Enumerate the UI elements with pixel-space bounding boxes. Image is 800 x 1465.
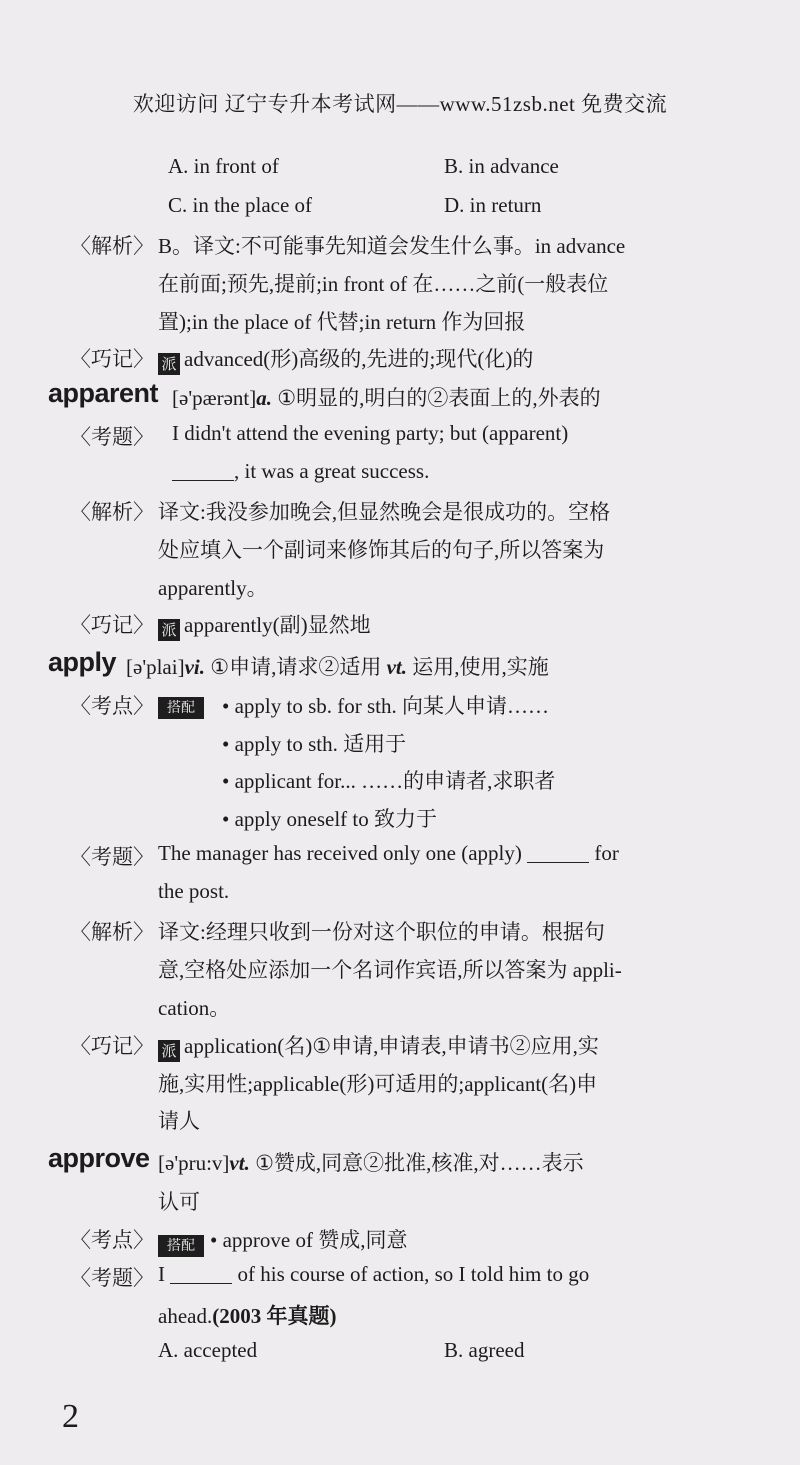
analysis-text: B。译文:不可能事先知道会发生什么事。in advance: [158, 234, 626, 258]
mnemonic-line: [158, 1030, 599, 1062]
exam-source: (2003 年真题): [212, 1304, 337, 1328]
collocation-item: • apply oneself to 致力于: [222, 807, 437, 831]
part-of-speech: vt.: [229, 1151, 250, 1175]
mnemonic-text: advanced(形)高级的,先进的;现代(化)的: [184, 347, 534, 371]
page-number: 2: [62, 1398, 79, 1435]
exam-question-text: [158, 1300, 336, 1330]
analysis-tag: 〈解析〉: [70, 234, 154, 258]
phonetic: [ə'pærənt]: [172, 386, 257, 410]
mnemonic-line: [158, 343, 533, 375]
option-d: D. in return: [444, 193, 542, 217]
option-a: A. in front of: [168, 154, 279, 178]
collocation-item: • approve of 赞成,同意: [210, 1228, 408, 1252]
exam-question-text: I didn't attend the evening party; but (apparent): [172, 421, 569, 445]
collocation-item: • apply to sth. 适用于: [222, 732, 407, 756]
mnemonic-text: application(名)①申请,申请表,申请书②应用,实: [184, 1034, 599, 1058]
mnemonic-text: apparently(副)显然地: [184, 613, 371, 637]
collocation-line: [158, 1224, 407, 1257]
answer-blank: [527, 844, 589, 863]
analysis-text: 译文:经理只收到一份对这个职位的申请。根据句: [158, 920, 605, 944]
exam-question-tag: 〈考题〉: [70, 845, 154, 869]
headword-apparent: apparent: [48, 378, 159, 408]
option-a: A. accepted: [158, 1338, 258, 1362]
collocation-icon: 搭配: [158, 1235, 204, 1257]
key-point-tag: 〈考点〉: [70, 1228, 154, 1252]
analysis-text: 意,空格处应添加一个名词作宾语,所以答案为 appli-: [158, 958, 622, 982]
part-of-speech: vi.: [184, 655, 205, 679]
mnemonic-text: 施,实用性;applicable(形)可适用的;applicant(名)申: [158, 1072, 598, 1096]
exam-question-start: The manager has received only one (apply): [158, 841, 522, 865]
headword-approve-definition: [158, 1147, 584, 1177]
option-b: B. in advance: [444, 154, 559, 178]
collocation-item: • apply to sb. for sth. 向某人申请……: [222, 694, 550, 718]
exam-question-text: [158, 841, 619, 866]
collocation-icon: 搭配: [158, 697, 204, 719]
exam-question-end: of his course of action, so I told him to go: [237, 1262, 590, 1286]
exam-question-end: for: [594, 841, 619, 865]
answer-blank: [172, 462, 234, 481]
page-header: 欢迎访问 辽宁专升本考试网——www.51zsb.net 免费交流: [132, 92, 668, 116]
headword-apparent-definition: [172, 382, 601, 412]
headword-approve: approve: [48, 1143, 150, 1173]
collocation-label: [158, 690, 210, 719]
analysis-tag: 〈解析〉: [70, 920, 154, 944]
definition: 认可: [158, 1190, 200, 1214]
exam-question-continuation: ahead.: [158, 1304, 213, 1328]
mnemonic-tag: 〈巧记〉: [70, 1034, 154, 1058]
derivation-icon: 派: [158, 619, 180, 641]
derivation-icon: 派: [158, 353, 180, 375]
analysis-text: 在前面;预先,提前;in front of 在……之前(一般表位: [158, 272, 609, 296]
exam-question-start: I: [158, 1262, 165, 1286]
mnemonic-tag: 〈巧记〉: [70, 347, 154, 371]
definition: ①明显的,明白的②表面上的,外表的: [277, 386, 601, 410]
part-of-speech: vt.: [386, 655, 407, 679]
analysis-tag: 〈解析〉: [70, 500, 154, 524]
answer-blank: [170, 1265, 232, 1284]
exam-question-text: the post.: [158, 879, 230, 903]
option-b: B. agreed: [444, 1338, 525, 1362]
definition: 运用,使用,实施: [412, 655, 549, 679]
headword-apply: apply: [48, 647, 117, 677]
exam-question-text: [158, 1262, 589, 1287]
definition: ①申请,请求②适用: [210, 655, 382, 679]
exam-question-continuation: , it was a great success.: [234, 459, 430, 483]
mnemonic-line: [158, 609, 371, 641]
analysis-text: 置);in the place of 代替;in return 作为回报: [158, 310, 526, 334]
headword-apply-definition: [126, 651, 549, 681]
option-c: C. in the place of: [168, 193, 313, 217]
part-of-speech: a.: [256, 386, 272, 410]
analysis-text: apparently。: [158, 576, 268, 600]
definition: ①赞成,同意②批准,核准,对……表示: [255, 1151, 584, 1175]
exam-question-tag: 〈考题〉: [70, 1266, 154, 1290]
collocation-item: • applicant for... ……的申请者,求职者: [222, 769, 556, 793]
analysis-text: 处应填入一个副词来修饰其后的句子,所以答案为: [158, 538, 605, 562]
derivation-icon: 派: [158, 1040, 180, 1062]
mnemonic-text: 请人: [158, 1109, 200, 1133]
analysis-text: 译文:我没参加晚会,但显然晚会是很成功的。空格: [158, 500, 611, 524]
phonetic: [ə'pru:v]: [158, 1151, 230, 1175]
analysis-text: cation。: [158, 996, 231, 1020]
phonetic: [ə'plai]: [126, 655, 185, 679]
exam-question-text: [172, 459, 429, 484]
key-point-tag: 〈考点〉: [70, 694, 154, 718]
exam-question-tag: 〈考题〉: [70, 425, 154, 449]
mnemonic-tag: 〈巧记〉: [70, 613, 154, 637]
